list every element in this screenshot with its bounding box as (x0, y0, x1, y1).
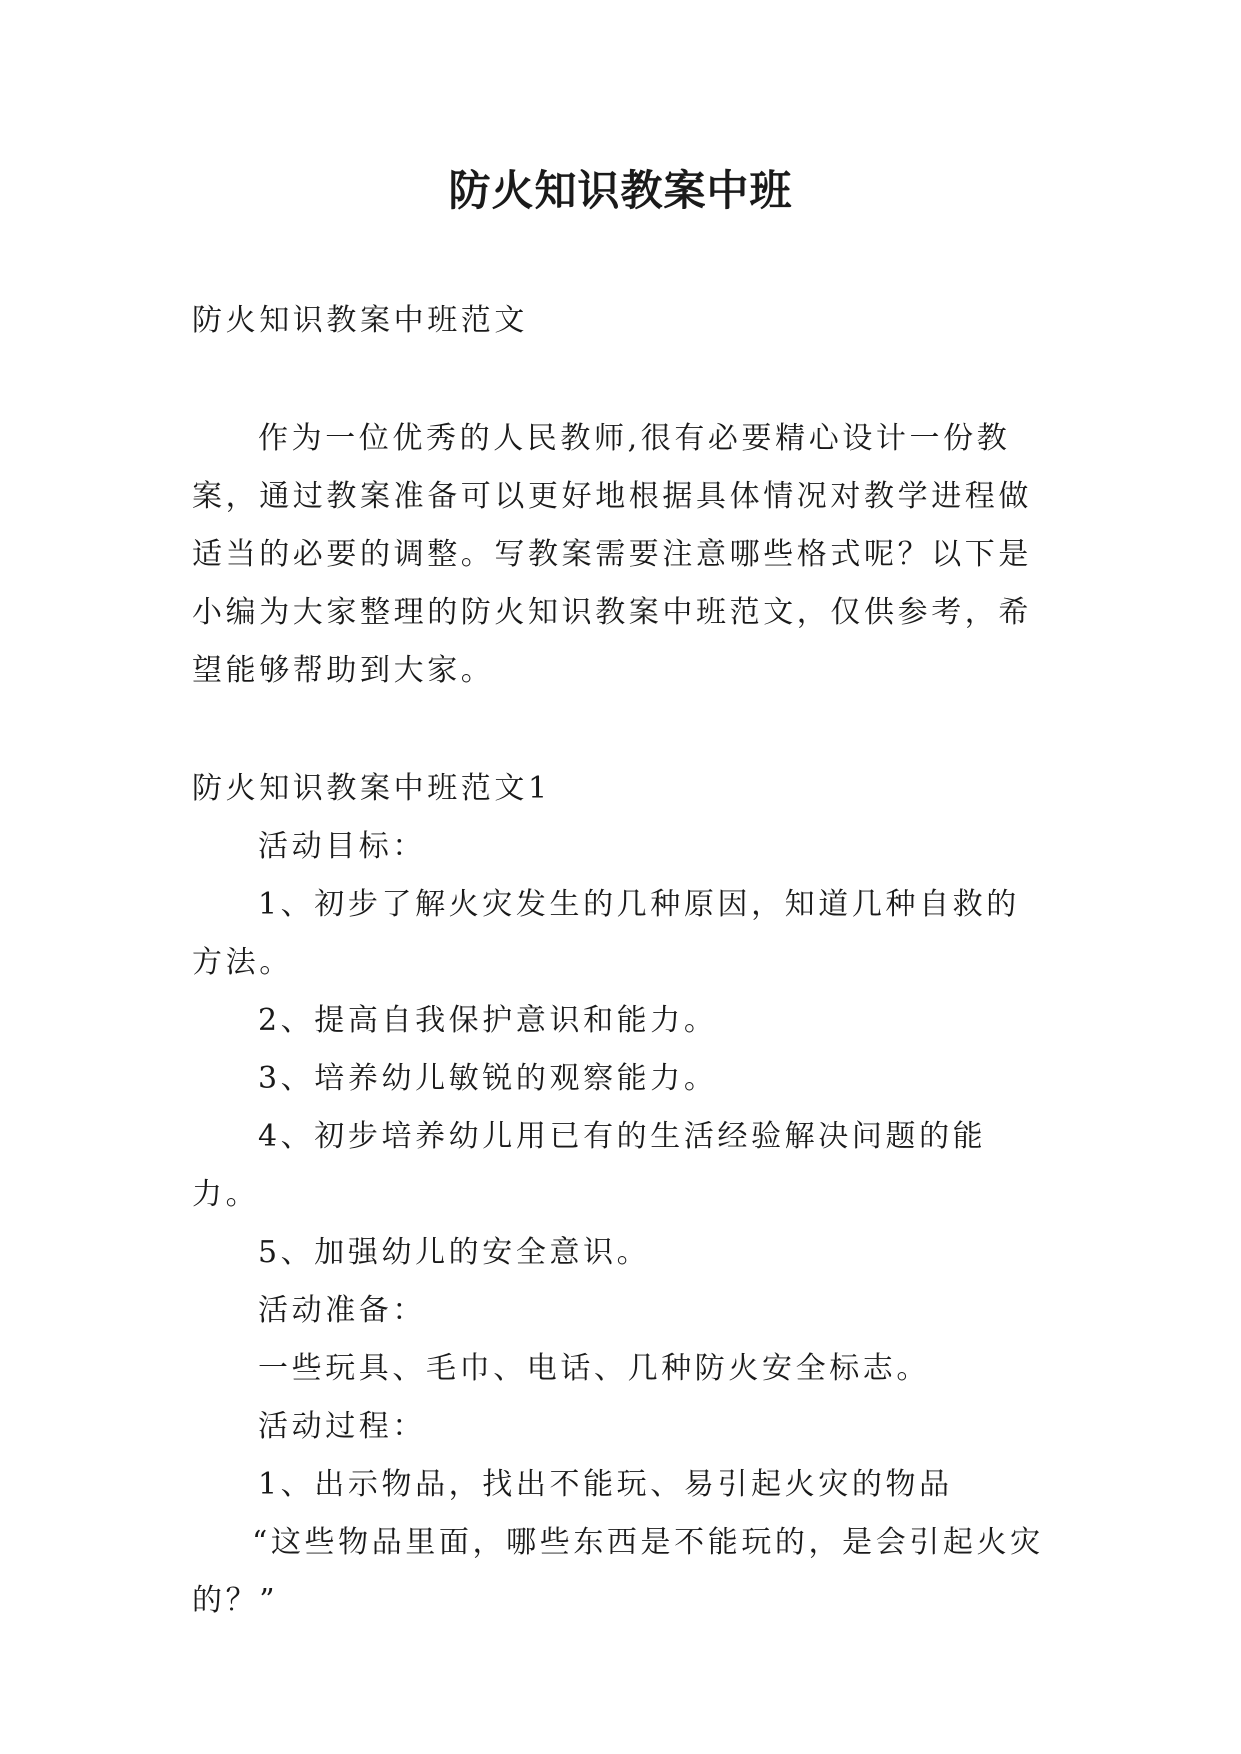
goal-item: 4、初步培养幼儿用已有的生活经验解决问题的能力。 (192, 1119, 987, 1212)
prep-label: 活动准备： (258, 1293, 426, 1328)
document-body (192, 292, 1052, 1630)
goals-label: 活动目标： (258, 829, 426, 864)
process-label: 活动过程： (258, 1409, 426, 1444)
prep-text: 一些玩具、毛巾、电话、几种防火安全标志。 (258, 1351, 930, 1386)
process-quote: “这些物品里面，哪些东西是不能玩的，是会引起火灾的？” (192, 1525, 1044, 1618)
goal-item: 1、初步了解火灾发生的几种原因，知道几种自救的方法。 (192, 887, 1020, 980)
section-heading: 防火知识教案中班范文1 (192, 771, 551, 806)
document-title: 防火知识教案中班 (448, 166, 793, 215)
goal-item: 2、提高自我保护意识和能力。 (258, 1003, 718, 1038)
document-subtitle: 防火知识教案中班范文 (192, 303, 528, 338)
goal-item: 3、培养幼儿敏锐的观察能力。 (258, 1061, 718, 1096)
intro-paragraph: 作为一位优秀的人民教师,很有必要精心设计一份教案，通过教案准备可以更好地根据具体情况对教学进程做适当的必要的调整。写教案需要注意哪些格式呢？以下是小编为大家整理的防火知识教案中班范文，仅供参考，希望能够帮助到大家。 (192, 421, 1032, 688)
process-step: 1、出示物品，找出不能玩、易引起火灾的物品 (258, 1467, 953, 1502)
goal-item: 5、加强幼儿的安全意识。 (258, 1235, 651, 1270)
